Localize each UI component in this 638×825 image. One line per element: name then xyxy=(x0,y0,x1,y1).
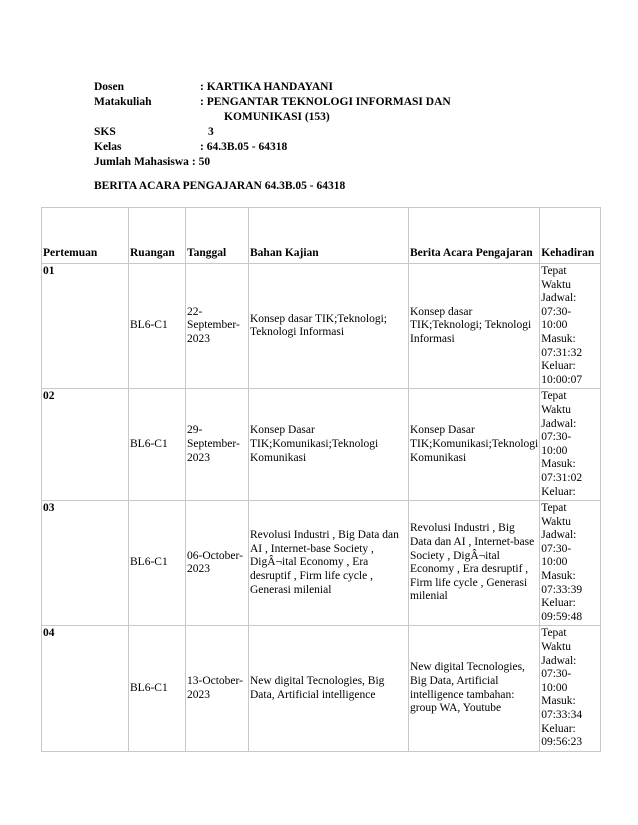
table-row xyxy=(42,501,601,626)
col-ruangan: Ruangan xyxy=(129,208,186,264)
page-title: BERITA ACARA PENGAJARAN 64.3B.05 - 64318 xyxy=(94,180,346,192)
kehadiran-line: 10:00 xyxy=(541,444,568,457)
cell-ruangan: BL6-C1 xyxy=(129,264,186,389)
dosen-row xyxy=(94,80,451,95)
cell-berita-acara: Revolusi Industri , Big Data dan AI , Internet-base Society , DigÂ¬ital Economy , Era desruptif , Firm life cycle , Generasi milenial xyxy=(409,501,540,626)
table-row xyxy=(42,264,601,389)
kehadiran-line: Waktu xyxy=(541,641,571,654)
kehadiran-line: 10:00 xyxy=(541,681,568,694)
col-berita-acara: Berita Acara Pengajaran xyxy=(409,208,540,264)
kehadiran-line: 10:00 xyxy=(541,319,568,332)
kehadiran-line: 07:30- xyxy=(541,431,572,444)
jumlah-row xyxy=(94,155,451,170)
dosen-label: Dosen xyxy=(94,81,125,93)
kehadiran-line: Jadwal: xyxy=(541,292,577,305)
cell-kehadiran xyxy=(540,501,601,626)
col-pertemuan: Pertemuan xyxy=(42,208,129,264)
cell-berita-acara: Konsep Dasar TIK;Komunikasi;Teknologi Komunikasi xyxy=(409,389,540,501)
cell-berita-acara: New digital Tecnologies, Big Data, Artificial intelligence tambahan: group WA, Youtube xyxy=(409,626,540,751)
cell-kehadiran xyxy=(540,626,601,751)
cell-bahan-kajian: New digital Tecnologies, Big Data, Artificial intelligence xyxy=(249,626,409,751)
kehadiran-line: 07:31:02 xyxy=(541,471,583,484)
kehadiran-line: 07:33:34 xyxy=(541,709,583,721)
cell-kehadiran xyxy=(540,264,601,389)
table-row xyxy=(42,389,601,501)
kehadiran-line: 07:31:32 xyxy=(541,346,583,359)
kehadiran-line: Tepat xyxy=(541,502,567,515)
cell-ruangan: BL6-C1 xyxy=(129,389,186,501)
jumlah-value: : 50 xyxy=(191,156,211,168)
matakuliah-row xyxy=(94,95,451,125)
col-tanggal: Tanggal xyxy=(186,208,249,264)
cell-bahan-kajian: Revolusi Industri , Big Data dan AI , Internet-base Society , DigÂ¬ital Economy , Era desruptif , Firm life cycle , Generasi milenial xyxy=(249,501,409,626)
kehadiran-line: 10:00 xyxy=(541,556,568,569)
sks-label: SKS xyxy=(94,126,116,138)
cell-tanggal: 29-September-2023 xyxy=(186,389,249,501)
kehadiran-line: Masuk: xyxy=(541,695,576,708)
cell-pertemuan: 01 xyxy=(42,264,129,389)
cell-bahan-kajian: Konsep dasar TIK;Teknologi; Teknologi Informasi xyxy=(249,264,409,389)
kehadiran-line: Masuk: xyxy=(541,570,576,583)
matakuliah-value-line2: KOMUNIKASI (153) xyxy=(224,111,330,123)
kehadiran-line: Waktu xyxy=(541,278,571,291)
kelas-value: : 64.3B.05 - 64318 xyxy=(200,141,288,153)
kehadiran-line: 09:56:23 xyxy=(541,736,583,749)
kehadiran-line: Tepat xyxy=(541,627,567,640)
kehadiran-line: Keluar: xyxy=(541,722,576,735)
table-header-row xyxy=(42,208,601,264)
kehadiran-line: Masuk: xyxy=(541,458,576,471)
cell-pertemuan: 04 xyxy=(42,626,129,751)
kehadiran-line: 09:59:48 xyxy=(541,610,583,623)
cell-ruangan: BL6-C1 xyxy=(129,626,186,751)
kehadiran-line: Jadwal: xyxy=(541,529,577,542)
cell-bahan-kajian: Konsep Dasar TIK;Komunikasi;Teknologi Komunikasi xyxy=(249,389,409,501)
jumlah-label: Jumlah Mahasiswa xyxy=(94,156,189,168)
kehadiran-line: Masuk: xyxy=(541,332,576,345)
kehadiran-line: 10:00:07 xyxy=(541,373,583,386)
cell-berita-acara: Konsep dasar TIK;Teknologi; Teknologi Informasi xyxy=(409,264,540,389)
kehadiran-line: 07:33:39 xyxy=(541,583,583,596)
kehadiran-line: Keluar: xyxy=(541,360,576,373)
kehadiran-line: Keluar: xyxy=(541,597,576,610)
kehadiran-line: Waktu xyxy=(541,515,571,528)
col-bahan-kajian: Bahan Kajian xyxy=(249,208,409,264)
kehadiran-line: Keluar: xyxy=(541,485,576,498)
cell-pertemuan: 02 xyxy=(42,389,129,501)
kehadiran-line: Jadwal: xyxy=(541,417,577,430)
cell-tanggal: 22-September-2023 xyxy=(186,264,249,389)
cell-kehadiran xyxy=(540,389,601,501)
kehadiran-line: Jadwal: xyxy=(541,654,577,667)
attendance-table xyxy=(41,207,601,752)
cell-tanggal: 06-October-2023 xyxy=(186,501,249,626)
kelas-label: Kelas xyxy=(94,141,122,153)
kehadiran-line: Tepat xyxy=(541,390,567,403)
cell-tanggal: 13-October-2023 xyxy=(186,626,249,751)
matakuliah-value xyxy=(200,95,451,125)
kelas-row xyxy=(94,140,451,155)
kehadiran-line: 07:30- xyxy=(541,542,572,555)
kehadiran-line: Tepat xyxy=(541,265,567,277)
col-kehadiran: Kehadiran xyxy=(540,208,601,264)
kehadiran-line: Waktu xyxy=(541,403,571,416)
kehadiran-line: 07:30- xyxy=(541,668,572,681)
sks-row xyxy=(94,125,451,140)
course-header xyxy=(94,80,451,170)
table-row xyxy=(42,626,601,751)
dosen-value: : KARTIKA HANDAYANI xyxy=(200,81,333,93)
cell-ruangan: BL6-C1 xyxy=(129,501,186,626)
matakuliah-value-line1: : PENGANTAR TEKNOLOGI INFORMASI DAN xyxy=(200,96,451,108)
sks-value: 3 xyxy=(208,126,214,138)
cell-pertemuan: 03 xyxy=(42,501,129,626)
matakuliah-label: Matakuliah xyxy=(94,96,152,108)
kehadiran-line: 07:30- xyxy=(541,305,572,318)
